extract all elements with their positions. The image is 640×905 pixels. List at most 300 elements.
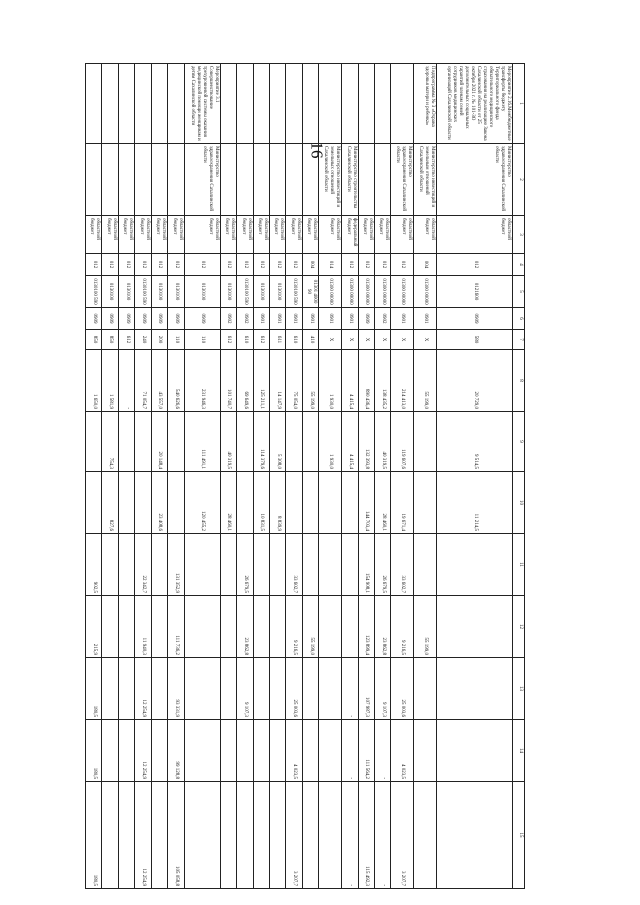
table-cell: [319, 64, 342, 144]
table-cell: 1 930,0: [319, 350, 342, 412]
table-cell: Министерство здравоохранения Сахалинской области: [391, 144, 414, 216]
table-cell: 612: [118, 330, 134, 350]
table-cell: 0130100: [184, 276, 220, 308]
table-cell: [302, 782, 318, 889]
table-cell: 101 740,7: [220, 350, 236, 412]
table-cell: [135, 144, 151, 216]
table-cell: 012: [391, 254, 414, 276]
table-cell: 55 199,0: [414, 350, 437, 412]
table-cell: [414, 472, 437, 534]
table-cell: [118, 64, 134, 144]
table-cell: [102, 144, 118, 216]
table-cell: 0130100: [102, 276, 118, 308]
table-cell: 132 393,8: [358, 412, 374, 472]
table-cell: [118, 658, 134, 720]
table-cell: 0909: [118, 308, 134, 330]
table-cell: [151, 144, 167, 216]
table-row: [437, 64, 513, 889]
table-cell: 4 415,4: [342, 350, 358, 412]
table-cell: областной бюджет: [269, 216, 285, 254]
table-cell: 55 199,0: [302, 596, 318, 658]
table-cell: Министерство инвестиций и земельным отношений Сахалинской области: [414, 144, 437, 216]
table-cell: 22 342,7: [135, 534, 151, 596]
table-cell: 3 207,7: [391, 782, 414, 889]
table-cell: -: [118, 350, 134, 412]
table-cell: X: [375, 330, 391, 350]
table-cell: 20 148,4: [151, 412, 167, 472]
table-cell: [319, 720, 342, 782]
table-cell: [319, 658, 342, 720]
table-cell: [151, 596, 167, 658]
table-cell: 231 946,3: [184, 350, 220, 412]
table-cell: 0909: [184, 308, 220, 330]
table-cell: [168, 64, 184, 144]
table-cell: 12 254,9: [135, 720, 151, 782]
table-cell: 71 054,7: [135, 350, 151, 412]
table-cell: [269, 782, 285, 889]
table-row: [358, 64, 374, 889]
table-cell: [253, 658, 269, 720]
table-cell: 850: [102, 330, 118, 350]
header-row: [513, 64, 525, 889]
table-cell: 612: [220, 330, 236, 350]
table-cell: 114 379,6: [253, 412, 269, 472]
table-cell: 0901: [414, 308, 437, 330]
table-cell: [118, 596, 134, 658]
table-cell: 11 214,5: [437, 472, 513, 534]
table-cell: областной бюджет: [151, 216, 167, 254]
table-cell: 154 908,1: [358, 534, 374, 596]
table-cell: 0902: [375, 308, 391, 330]
table-cell: [286, 412, 302, 472]
table-cell: 111 736,2: [168, 596, 184, 658]
table-cell: 540 626,6: [168, 350, 184, 412]
column-header: 11: [513, 534, 525, 596]
table-cell: 107 987,3: [358, 658, 374, 720]
table-cell: 012: [237, 254, 253, 276]
table-cell: 111 564,2: [358, 720, 374, 782]
table-cell: Министерство здравоохранения Сахалинской области: [184, 144, 220, 216]
table-cell: 0901: [391, 308, 414, 330]
table-row: [302, 64, 318, 889]
table-cell: 012: [269, 254, 285, 276]
table-cell: областной бюджет: [286, 216, 302, 254]
table-cell: 75 054,0: [286, 350, 302, 412]
table-cell: [220, 534, 236, 596]
table-cell: 240: [135, 330, 151, 350]
table-cell: X: [319, 330, 342, 350]
table-cell: [358, 64, 374, 144]
table-cell: [269, 144, 285, 216]
table-row: [118, 64, 134, 889]
table-cell: [342, 534, 358, 596]
table-cell: [302, 412, 318, 472]
table-cell: 33 602,7: [286, 534, 302, 596]
table-cell: областной бюджет: [184, 216, 220, 254]
table-cell: 012: [168, 254, 184, 276]
table-cell: 28 460,1: [220, 472, 236, 534]
table-cell: [102, 720, 118, 782]
table-cell: [151, 658, 167, 720]
table-cell: 115 492,3: [358, 782, 374, 889]
table-cell: 138 435,2: [375, 350, 391, 412]
table-cell: 0901: [269, 308, 285, 330]
table-cell: [342, 472, 358, 534]
table-cell: [286, 144, 302, 216]
table-row: [151, 64, 167, 889]
table-cell: [118, 472, 134, 534]
table-cell: 25 003,6: [286, 658, 302, 720]
table-cell: [253, 64, 269, 144]
table-cell: 0130100: [118, 276, 134, 308]
table-cell: [414, 412, 437, 472]
table-cell: 23 408,6: [151, 472, 167, 534]
table-cell: [237, 472, 253, 534]
table-cell: 0901: [286, 308, 302, 330]
table-cell: 012: [86, 254, 102, 276]
table-cell: 214 413,0: [391, 350, 414, 412]
table-cell: 0130100: [151, 276, 167, 308]
table-cell: 26 679,5: [375, 534, 391, 596]
table-cell: 0130100: [168, 276, 184, 308]
table-cell: 3 207,7: [286, 782, 302, 889]
table-cell: 5 308,0: [269, 412, 285, 472]
table-cell: 40 319,5: [375, 412, 391, 472]
table-cell: 014: [319, 254, 342, 276]
table-cell: областной бюджет: [86, 216, 102, 254]
table-cell: 4 023,5: [391, 720, 414, 782]
table-cell: 20 729,0: [437, 350, 513, 412]
table-cell: 25 003,6: [391, 658, 414, 720]
table-cell: 14 147,9: [269, 350, 285, 412]
table-cell: 01300 00000: [358, 276, 374, 308]
table-cell: 0902: [237, 308, 253, 330]
table-cell: [302, 534, 318, 596]
table-cell: 0130100: [253, 276, 269, 308]
table-cell: 0909: [168, 308, 184, 330]
table-cell: областной бюджет: [358, 216, 374, 254]
table-cell: областной бюджет: [135, 216, 151, 254]
table-cell: 123 899,4: [358, 596, 374, 658]
table-cell: 105 058,8: [168, 782, 184, 889]
table-cell: 0130100: [220, 276, 236, 308]
table-cell: 580: [437, 330, 513, 350]
table-cell: 180,5: [86, 658, 102, 720]
table-cell: [414, 658, 437, 720]
table-cell: [302, 144, 318, 216]
table-cell: областной бюджет: [302, 216, 318, 254]
table-cell: 8 839,9: [269, 472, 285, 534]
table-cell: [319, 782, 342, 889]
table-cell: [237, 412, 253, 472]
table-cell: [269, 658, 285, 720]
table-cell: [414, 534, 437, 596]
table-cell: 99 128,8: [168, 720, 184, 782]
table-row: [135, 64, 151, 889]
table-cell: Подпрограмма № 3 «Охрана здоровья матери и ребенка»: [414, 64, 437, 144]
table-cell: 902,5: [86, 534, 102, 596]
table-cell: [184, 782, 220, 889]
page-number: 16: [307, 141, 327, 159]
table-cell: областной бюджет: [253, 216, 269, 254]
table-cell: [437, 534, 513, 596]
table-cell: 01300 00000: [375, 276, 391, 308]
column-header: 9: [513, 412, 525, 472]
table-cell: [391, 64, 414, 144]
table-cell: 110: [184, 330, 220, 350]
table-cell: 0130100: [269, 276, 285, 308]
table-cell: -: [342, 782, 358, 889]
table-cell: областной бюджет: [220, 216, 236, 254]
table-cell: [168, 412, 184, 472]
table-cell: [437, 720, 513, 782]
table-cell: [220, 596, 236, 658]
table-cell: 0909: [86, 308, 102, 330]
table-cell: 0121600: [437, 276, 513, 308]
table-cell: Мероприятие 3.1 Совершенствование трехуровневой системы оказания медицинской помощи женщинам и детям Сахалинской области: [184, 64, 220, 144]
table-row: [102, 64, 118, 889]
budget-table: [85, 63, 525, 889]
table-cell: [86, 64, 102, 144]
table-cell: 180,5: [86, 782, 102, 889]
table-cell: [237, 144, 253, 216]
table-cell: [102, 596, 118, 658]
table-cell: [220, 782, 236, 889]
table-cell: 0130100 590: [237, 276, 253, 308]
column-header: 10: [513, 472, 525, 534]
table-cell: [414, 720, 437, 782]
table-cell: [286, 64, 302, 144]
table-cell: 012: [151, 254, 167, 276]
table-cell: 23 862,8: [375, 596, 391, 658]
table-cell: 9 216,5: [391, 596, 414, 658]
table-cell: областной бюджет: [168, 216, 184, 254]
table-cell: 827,6: [102, 472, 118, 534]
column-header: 4: [513, 254, 525, 276]
table-cell: [220, 144, 236, 216]
column-header: 7: [513, 330, 525, 350]
table-cell: 012: [342, 254, 358, 276]
table-cell: [118, 412, 134, 472]
table-cell: областной бюджет: [375, 216, 391, 254]
table-cell: X: [414, 330, 437, 350]
table-cell: [319, 596, 342, 658]
table-cell: [135, 412, 151, 472]
table-cell: 012: [375, 254, 391, 276]
table-cell: 0902: [220, 308, 236, 330]
table-cell: [414, 782, 437, 889]
table-cell: [269, 596, 285, 658]
table-cell: Министерство инвестиций и земельных отношений Сахалинской области: [319, 144, 342, 216]
table-cell: областной бюджет: [118, 216, 134, 254]
table-cell: 0909: [102, 308, 118, 330]
table-cell: 1 650,0: [86, 350, 102, 412]
table-cell: 125 211,1: [253, 350, 269, 412]
table-cell: 9 107,3: [237, 658, 253, 720]
table-cell: 0130100 590: [86, 276, 102, 308]
table-cell: [237, 782, 253, 889]
table-cell: 4 023,5: [286, 720, 302, 782]
table-row: [253, 64, 269, 889]
table-cell: X: [342, 330, 358, 350]
table-cell: [253, 720, 269, 782]
table-cell: 890 436,4: [358, 350, 374, 412]
table-row: [319, 64, 342, 889]
table-cell: областной бюджет: [102, 216, 118, 254]
table-cell: [302, 720, 318, 782]
table-cell: [118, 782, 134, 889]
table-cell: 0909: [358, 308, 374, 330]
table-cell: 01300 00000: [414, 276, 437, 308]
table-cell: 131 352,9: [168, 534, 184, 596]
table-cell: 9 107,3: [375, 658, 391, 720]
table-cell: [118, 534, 134, 596]
table-cell: 111 491,1: [184, 412, 220, 472]
table-cell: [269, 720, 285, 782]
table-cell: [253, 144, 269, 216]
table-cell: [253, 534, 269, 596]
table-cell: [168, 472, 184, 534]
table-cell: 012: [102, 254, 118, 276]
table-cell: [151, 64, 167, 144]
table-cell: 215,9: [86, 596, 102, 658]
table-cell: 9 216,5: [286, 596, 302, 658]
table-cell: 43 557,0: [151, 350, 167, 412]
table-cell: 004: [414, 254, 437, 276]
table-cell: 33 602,7: [391, 534, 414, 596]
table-cell: 850: [86, 330, 102, 350]
table-cell: [269, 534, 285, 596]
table-row: [168, 64, 184, 889]
table-cell: [437, 658, 513, 720]
table-cell: 0901: [342, 308, 358, 330]
table-cell: 611: [269, 330, 285, 350]
table-cell: 144 703,4: [358, 472, 374, 534]
table-cell: -: [375, 782, 391, 889]
table-cell: 9 514,5: [437, 412, 513, 472]
table-cell: областной бюджет: [391, 216, 414, 254]
table-cell: 119 607,6: [391, 412, 414, 472]
column-header: 2: [513, 144, 525, 216]
table-cell: [375, 64, 391, 144]
column-header: 1: [513, 64, 525, 144]
table-cell: федеральный бюджет: [342, 216, 358, 254]
table-cell: 410: [302, 330, 318, 350]
column-header: 6: [513, 308, 525, 330]
table-cell: -: [342, 720, 358, 782]
table-cell: [286, 472, 302, 534]
table-cell: областной бюджет: [237, 216, 253, 254]
table-cell: областной бюджет: [437, 216, 513, 254]
table-cell: [184, 596, 220, 658]
table-cell: Министерство строительства Сахалинской области: [342, 144, 358, 216]
table-body: [86, 64, 513, 889]
table-cell: [220, 64, 236, 144]
table-cell: 012: [184, 254, 220, 276]
column-header: 15: [513, 782, 525, 889]
table-cell: [102, 782, 118, 889]
table-row: [414, 64, 437, 889]
table-cell: [437, 596, 513, 658]
table-cell: Министерство здравоохранения Сахалинской области: [437, 144, 513, 216]
table-cell: 200: [151, 330, 167, 350]
table-cell: [319, 534, 342, 596]
table-cell: -: [375, 720, 391, 782]
table-cell: 28 460,1: [375, 472, 391, 534]
table-cell: 01300 00000: [342, 276, 358, 308]
table-cell: 69 649,6: [237, 350, 253, 412]
table-cell: [184, 658, 220, 720]
table-cell: 12 254,9: [135, 782, 151, 889]
table-cell: 110: [168, 330, 184, 350]
table-cell: областной бюджет: [414, 216, 437, 254]
table-cell: [269, 64, 285, 144]
table-cell: 55 199,0: [302, 350, 318, 412]
table-cell: [358, 144, 374, 216]
table-cell: [86, 412, 102, 472]
table-cell: [102, 64, 118, 144]
table-cell: 012: [118, 254, 134, 276]
table-cell: [168, 144, 184, 216]
table-cell: 610: [286, 330, 302, 350]
table-cell: 12 254,9: [135, 658, 151, 720]
table-row: [286, 64, 302, 889]
table-cell: 0909: [151, 308, 167, 330]
table-cell: 120 455,2: [184, 472, 220, 534]
table-cell: 0909: [135, 308, 151, 330]
table-cell: 0130100 590: [286, 276, 302, 308]
table-cell: 012: [437, 254, 513, 276]
table-cell: X: [358, 330, 374, 350]
table-cell: 40 319,5: [220, 412, 236, 472]
table-row: [184, 64, 220, 889]
table-row: [342, 64, 358, 889]
column-header: 8: [513, 350, 525, 412]
table-row: [269, 64, 285, 889]
table-cell: -: [342, 658, 358, 720]
table-row: [391, 64, 414, 889]
table-cell: [135, 64, 151, 144]
table-cell: 01300 00000: [391, 276, 414, 308]
table-cell: 004: [302, 254, 318, 276]
table-cell: 610: [237, 330, 253, 350]
table-cell: [437, 782, 513, 889]
column-header: 3: [513, 216, 525, 254]
table-row: [86, 64, 102, 889]
table-cell: [86, 472, 102, 534]
table-cell: 26 679,5: [237, 534, 253, 596]
table-cell: [118, 720, 134, 782]
table-cell: 612: [253, 330, 269, 350]
table-cell: [184, 534, 220, 596]
table-cell: [220, 658, 236, 720]
table-cell: X: [391, 330, 414, 350]
table-cell: 01300 00000: [319, 276, 342, 308]
table-cell: 01301 4000 90: [302, 276, 318, 308]
table-cell: [135, 472, 151, 534]
table-cell: 23 862,8: [237, 596, 253, 658]
table-cell: 19 671,4: [391, 472, 414, 534]
table-cell: 0909: [437, 308, 513, 330]
table-cell: [342, 64, 358, 144]
table-sheet: [85, 63, 525, 886]
table-row: [375, 64, 391, 889]
table-row: [237, 64, 253, 889]
table-cell: [302, 658, 318, 720]
table-cell: [102, 658, 118, 720]
table-cell: 4 415,4: [342, 412, 358, 472]
table-cell: областной бюджет: [319, 216, 342, 254]
